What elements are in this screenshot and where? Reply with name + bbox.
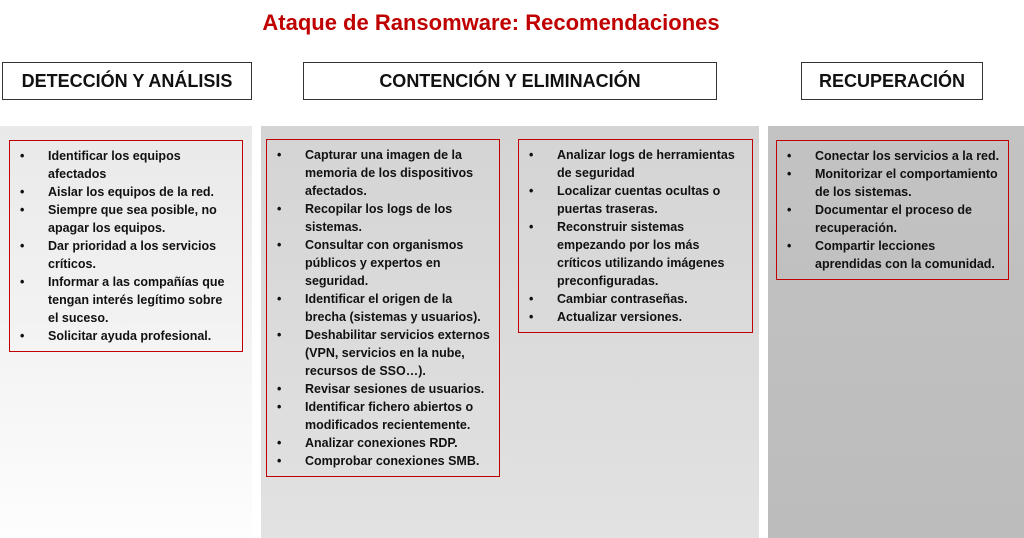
list-item-contencion-b [529, 290, 744, 308]
bullet-icon: • [529, 292, 534, 306]
list-item-contencion-a [277, 146, 491, 200]
bullet-icon: • [529, 148, 534, 162]
list-item-contencion-a [277, 398, 491, 434]
list-item-contencion-a [277, 236, 491, 290]
list-item-recuperacion [787, 237, 1000, 273]
list-item-text: Aislar los equipos de la red. [48, 185, 215, 199]
list-item-contencion-a [277, 452, 491, 470]
list-box-contencion-b [518, 139, 753, 333]
bullet-icon: • [20, 275, 25, 289]
bullet-icon: • [529, 310, 534, 324]
bullet-icon: • [20, 185, 25, 199]
list-item-text: Monitorizar el comportamiento de los sistemas. [815, 167, 998, 199]
phase-header-contencion: CONTENCIÓN Y ELIMINACIÓN [303, 62, 717, 100]
bullet-icon: • [277, 292, 282, 306]
list-item-contencion-a [277, 290, 491, 326]
list-item-deteccion [20, 237, 234, 273]
list-item-text: Analizar conexiones RDP. [305, 436, 458, 450]
list-item-deteccion [20, 183, 234, 201]
list-item-text: Reconstruir sistemas empezando por los más críticos utilizando imágenes preconfiguradas. [557, 220, 725, 288]
list-item-text: Informar a las compañías que tengan interés legítimo sobre el suceso. [48, 275, 225, 325]
list-box-deteccion [9, 140, 243, 352]
bullet-icon: • [277, 454, 282, 468]
list-box-recuperacion [776, 140, 1009, 280]
list-item-contencion-a [277, 434, 491, 452]
list-item-text: Comprobar conexiones SMB. [305, 454, 480, 468]
list-item-text: Documentar el proceso de recuperación. [815, 203, 972, 235]
list-item-text: Identificar fichero abiertos o modificados recientemente. [305, 400, 474, 432]
list-item-text: Revisar sesiones de usuarios. [305, 382, 485, 396]
bullet-icon: • [20, 203, 25, 217]
bullet-icon: • [277, 202, 282, 216]
bullet-icon: • [787, 149, 792, 163]
bullet-icon: • [529, 220, 534, 234]
list-item-contencion-b [529, 218, 744, 290]
phase-header-deteccion: DETECCIÓN Y ANÁLISIS [2, 62, 252, 100]
bullet-icon: • [277, 382, 282, 396]
list-item-recuperacion [787, 165, 1000, 201]
list-item-deteccion [20, 327, 234, 345]
bullet-icon: • [277, 148, 282, 162]
list-item-deteccion [20, 201, 234, 237]
list-box-contencion-a [266, 139, 500, 477]
list-item-recuperacion [787, 147, 1000, 165]
list-item-text: Capturar una imagen de la memoria de los dispositivos afectados. [305, 148, 474, 198]
list-item-text: Cambiar contraseñas. [557, 292, 688, 306]
list-item-text: Consultar con organismos públicos y expertos en seguridad. [305, 238, 464, 288]
list-item-text: Solicitar ayuda profesional. [48, 329, 212, 343]
list-item-text: Recopilar los logs de los sistemas. [305, 202, 453, 234]
list-item-text: Actualizar versiones. [557, 310, 683, 324]
list-item-contencion-b [529, 182, 744, 218]
list-item-deteccion [20, 147, 234, 183]
phase-header-recuperacion: RECUPERACIÓN [801, 62, 983, 100]
list-item-text: Identificar los equipos afectados [48, 149, 181, 181]
bullet-icon: • [20, 149, 25, 163]
bullet-icon: • [277, 400, 282, 414]
list-item-contencion-a [277, 200, 491, 236]
list-item-text: Dar prioridad a los servicios críticos. [48, 239, 217, 271]
bullet-icon: • [277, 436, 282, 450]
bullet-icon: • [277, 238, 282, 252]
bullet-icon: • [20, 329, 25, 343]
list-item-recuperacion [787, 201, 1000, 237]
list-item-contencion-b [529, 146, 744, 182]
list-item-deteccion [20, 273, 234, 327]
bullet-icon: • [529, 184, 534, 198]
diagram-title: Ataque de Ransomware: Recomendaciones [262, 10, 720, 35]
list-item-text: Analizar logs de herramientas de seguridad [557, 148, 735, 180]
list-item-text: Compartir lecciones aprendidas con la comunidad. [815, 239, 995, 271]
bullet-icon: • [787, 167, 792, 181]
list-item-contencion-b [529, 308, 744, 326]
list-item-text: Conectar los servicios a la red. [815, 149, 1000, 163]
list-item-text: Identificar el origen de la brecha (sistemas y usuarios). [305, 292, 481, 324]
list-item-text: Siempre que sea posible, no apagar los equipos. [48, 203, 217, 235]
list-item-contencion-a [277, 380, 491, 398]
list-item-text: Deshabilitar servicios externos (VPN, servicios en la nube, recursos de SSO…). [305, 328, 490, 378]
list-item-contencion-a [277, 326, 491, 380]
bullet-icon: • [20, 239, 25, 253]
bullet-icon: • [787, 203, 792, 217]
bullet-icon: • [787, 239, 792, 253]
list-item-text: Localizar cuentas ocultas o puertas traseras. [557, 184, 721, 216]
bullet-icon: • [277, 328, 282, 342]
